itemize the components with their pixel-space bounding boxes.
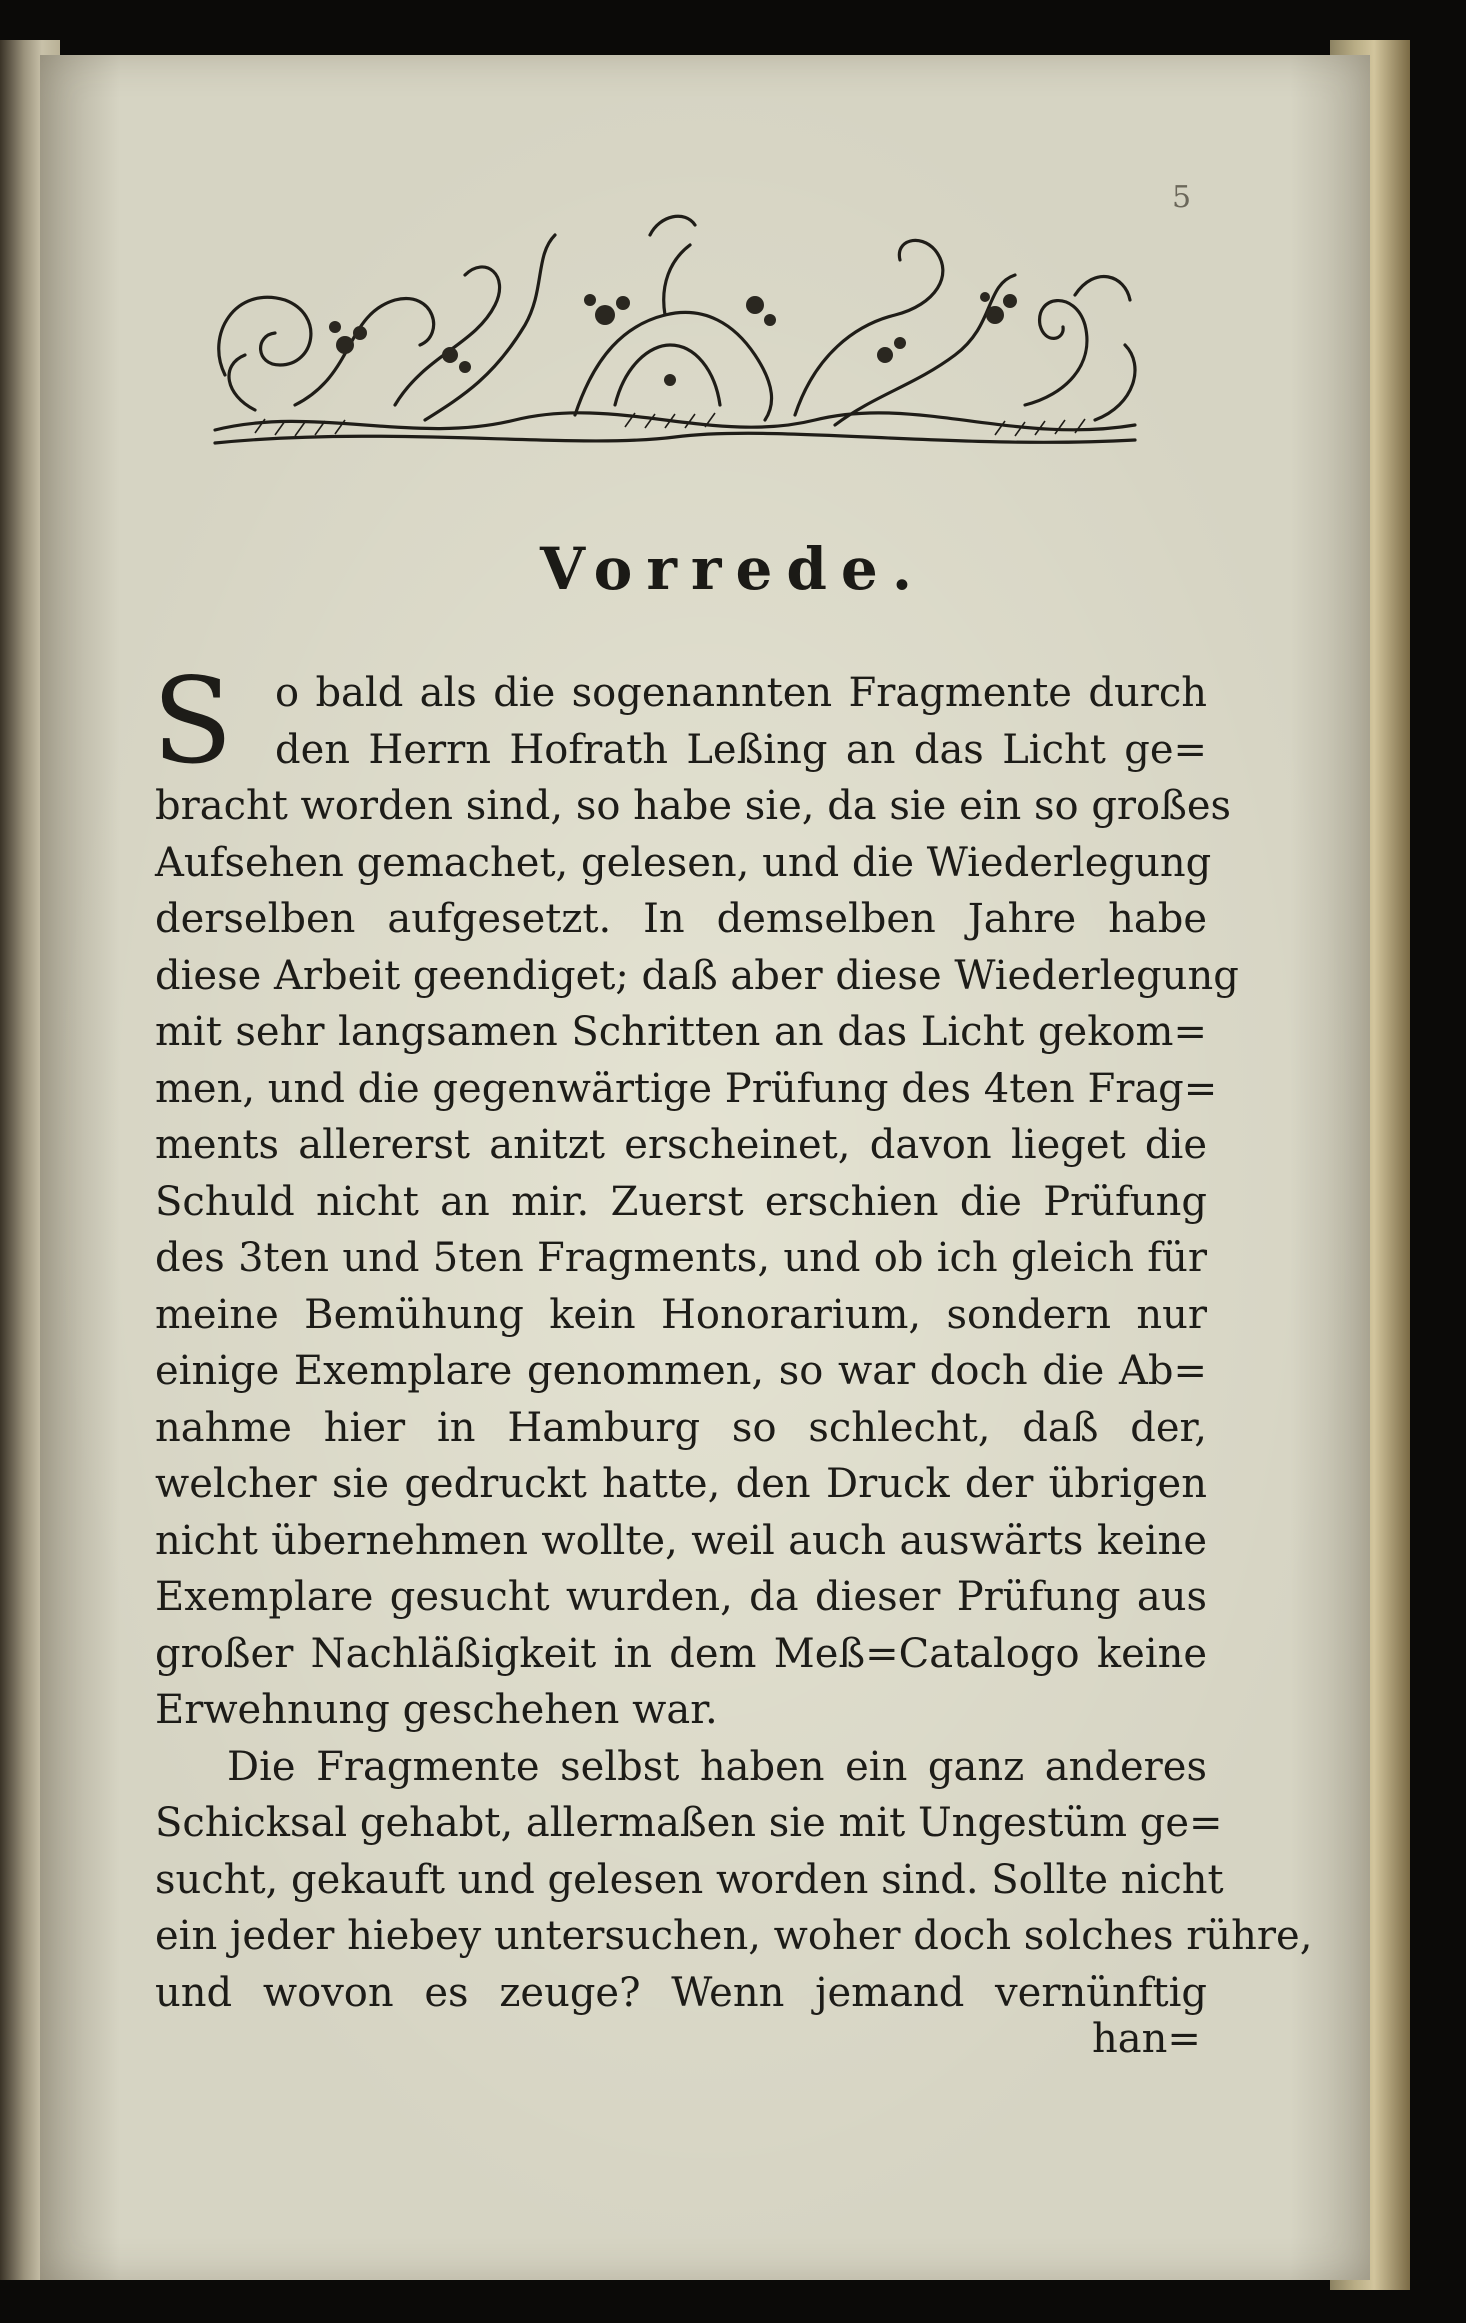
text-line: Erwehnung geschehen war. [155,1687,718,1733]
text-line: mit sehr langsamen Schritten an das Licht gekom= [155,1009,1207,1055]
text-line: und wovon es zeuge? Wenn jemand vernünftig [155,1969,1207,2016]
text-line: men, und die gegenwärtige Prüfung des 4ten Frag= [155,1065,1218,1112]
text-line: des 3ten und 5ten Fragments, und ob ich gleich für [155,1235,1207,1281]
text-line: o bald als die sogenannten Fragmente durch [275,670,1207,716]
text-line: Die Fragmente selbst haben ein ganz anderes [227,1743,1207,1790]
page-heading: Vorrede. [539,535,927,603]
text-line: Schuld nicht an mir. Zuerst erschien die Prüfung [155,1178,1207,1225]
text-line: diese Arbeit geendiget; daß aber diese Wiederlegung [155,952,1239,999]
text-line: derselben aufgesetzt. In demselben Jahre habe [155,896,1207,942]
catchword: han= [1092,2016,1201,2062]
drop-capital: S [152,652,233,790]
page-number: 5 [1172,180,1192,215]
text-line: den Herrn Hofrath Leßing an das Licht ge= [275,726,1207,773]
text-line: nicht übernehmen wollte, weil auch auswärts keine [155,1517,1207,1564]
rococo-headpiece-ornament-icon [195,205,1155,455]
text-line: ein jeder hiebey untersuchen, woher doch solches rühre, [155,1913,1313,1959]
text-line: Exemplare gesucht wurden, da dieser Prüfung aus [155,1574,1207,1620]
text-line: großer Nachläßigkeit in dem Meß=Catalogo keine [155,1630,1207,1677]
text-line: meine Bemühung kein Honorarium, sondern nur [155,1291,1207,1338]
text-line: welcher sie gedruckt hatte, den Druck der übrigen [155,1461,1207,1507]
text-line: nahme hier in Hamburg so schlecht, daß der, [155,1404,1207,1451]
text-line: sucht, gekauft und gelesen worden sind. Sollte nicht [155,1856,1224,1903]
text-line: einige Exemplare genommen, so war doch die Ab= [155,1348,1207,1394]
text-line: ments allererst anitzt erscheinet, davon lieget die [155,1122,1207,1168]
text-line: Aufsehen gemachet, gelesen, und die Wiederlegung [155,839,1212,886]
text-line: Schicksal gehabt, allermaßen sie mit Ungestüm ge= [155,1800,1223,1846]
text-line: bracht worden sind, so habe sie, da sie ein so großes [155,783,1232,829]
body-text [155,665,1313,2021]
